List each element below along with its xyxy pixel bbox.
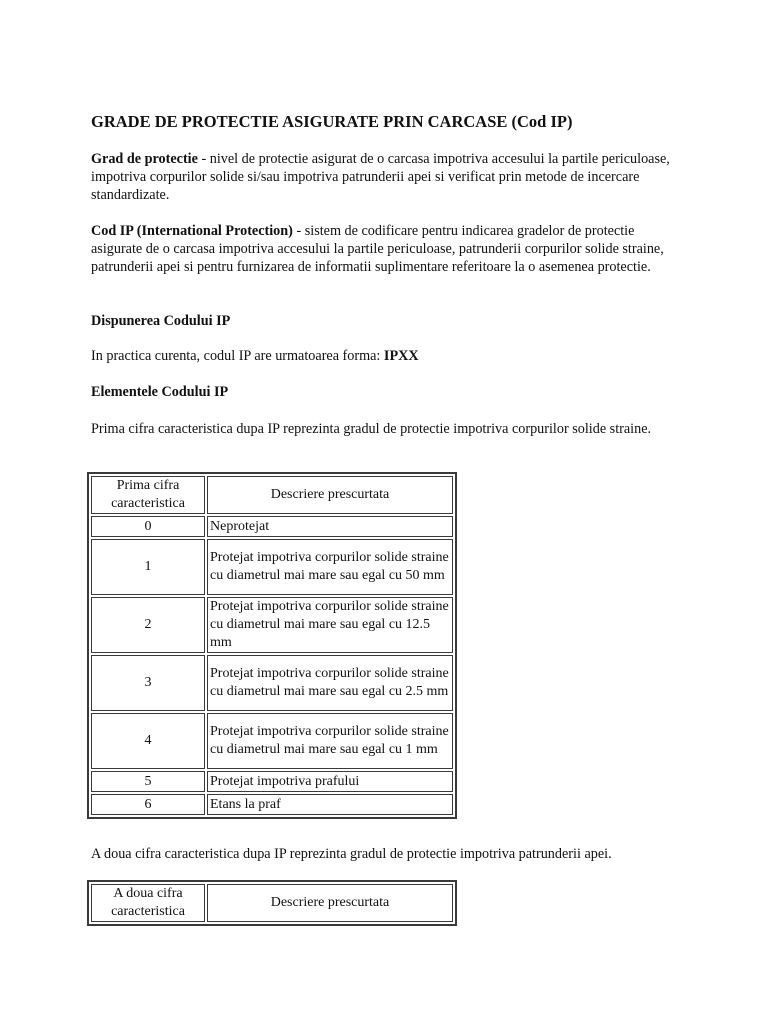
definition-term: Cod IP (International Protection) [91,223,293,239]
cell-description: Protejat impotriva corpurilor solide straine cu diametrul mai mare sau egal cu 2.5 mm [207,655,453,711]
cell-code: 3 [91,655,205,711]
cell-code: 2 [91,597,205,653]
header-cell-code: Prima cifra caracteristica [91,476,205,514]
paragraph-prima-cifra: Prima cifra caracteristica dupa IP reprezinta gradul de protectie impotriva corpurilor solide straine. [91,421,652,437]
cell-code: 6 [91,794,205,815]
definition-term: Grad de protectie [91,151,198,167]
header-cell-description: Descriere prescurtata [207,476,453,514]
document-title: GRADE DE PROTECTIE ASIGURATE PRIN CARCASE (Cod IP) [91,112,573,131]
paragraph-a-doua-cifra: A doua cifra caracteristica dupa IP reprezinta gradul de protectie impotriva patrunderii apei. [91,846,612,862]
table-row [91,713,453,769]
cell-description: Etans la praf [207,794,453,815]
paragraph-practica [91,347,681,365]
definition-text: - nivel de protectie asigurat de o carcasa impotriva accesului la partile periculoase, impotriva corpurilor solide si/sau impotriva patrunderii apei si verificat prin metode de incercare standardizate. [91,151,670,203]
cell-code: 1 [91,539,205,595]
table-row [91,597,453,653]
ip-code: IPXX [383,348,419,364]
cell-code: 0 [91,516,205,537]
table-prima-cifra [87,472,457,819]
cell-description: Protejat impotriva corpurilor solide straine cu diametrul mai mare sau egal cu 50 mm [207,539,453,595]
definition-text: - sistem de codificare pentru indicarea gradelor de protectie asigurate de o carcasa impotriva accesului la partile periculoase, patrunderii corpurilor solide straine, patrunderii apei si pentru furnizarea de informatii suplimentare referitoare la o asemenea protectie. [91,223,664,275]
definition-cod-ip [91,222,681,276]
table-row [91,771,453,792]
table-header-row [91,476,453,514]
table-a-doua-cifra [87,880,457,926]
heading-dispunere: Dispunerea Codului IP [91,313,231,329]
cell-description: Protejat impotriva corpurilor solide straine cu diametrul mai mare sau egal cu 1 mm [207,713,453,769]
header-cell-code: A doua cifra caracteristica [91,884,205,922]
practica-text: In practica curenta, codul IP are urmatoarea forma: [91,348,384,364]
table-header-row [91,884,453,922]
table-row [91,516,453,537]
table-row [91,539,453,595]
cell-description: Neprotejat [207,516,453,537]
cell-code: 5 [91,771,205,792]
table-row [91,794,453,815]
cell-description: Protejat impotriva prafului [207,771,453,792]
cell-code: 4 [91,713,205,769]
cell-description: Protejat impotriva corpurilor solide straine cu diametrul mai mare sau egal cu 12.5 mm [207,597,453,653]
table-row [91,655,453,711]
definition-grad-protectie [91,150,681,204]
header-cell-description: Descriere prescurtata [207,884,453,922]
heading-elemente: Elementele Codului IP [91,384,229,400]
